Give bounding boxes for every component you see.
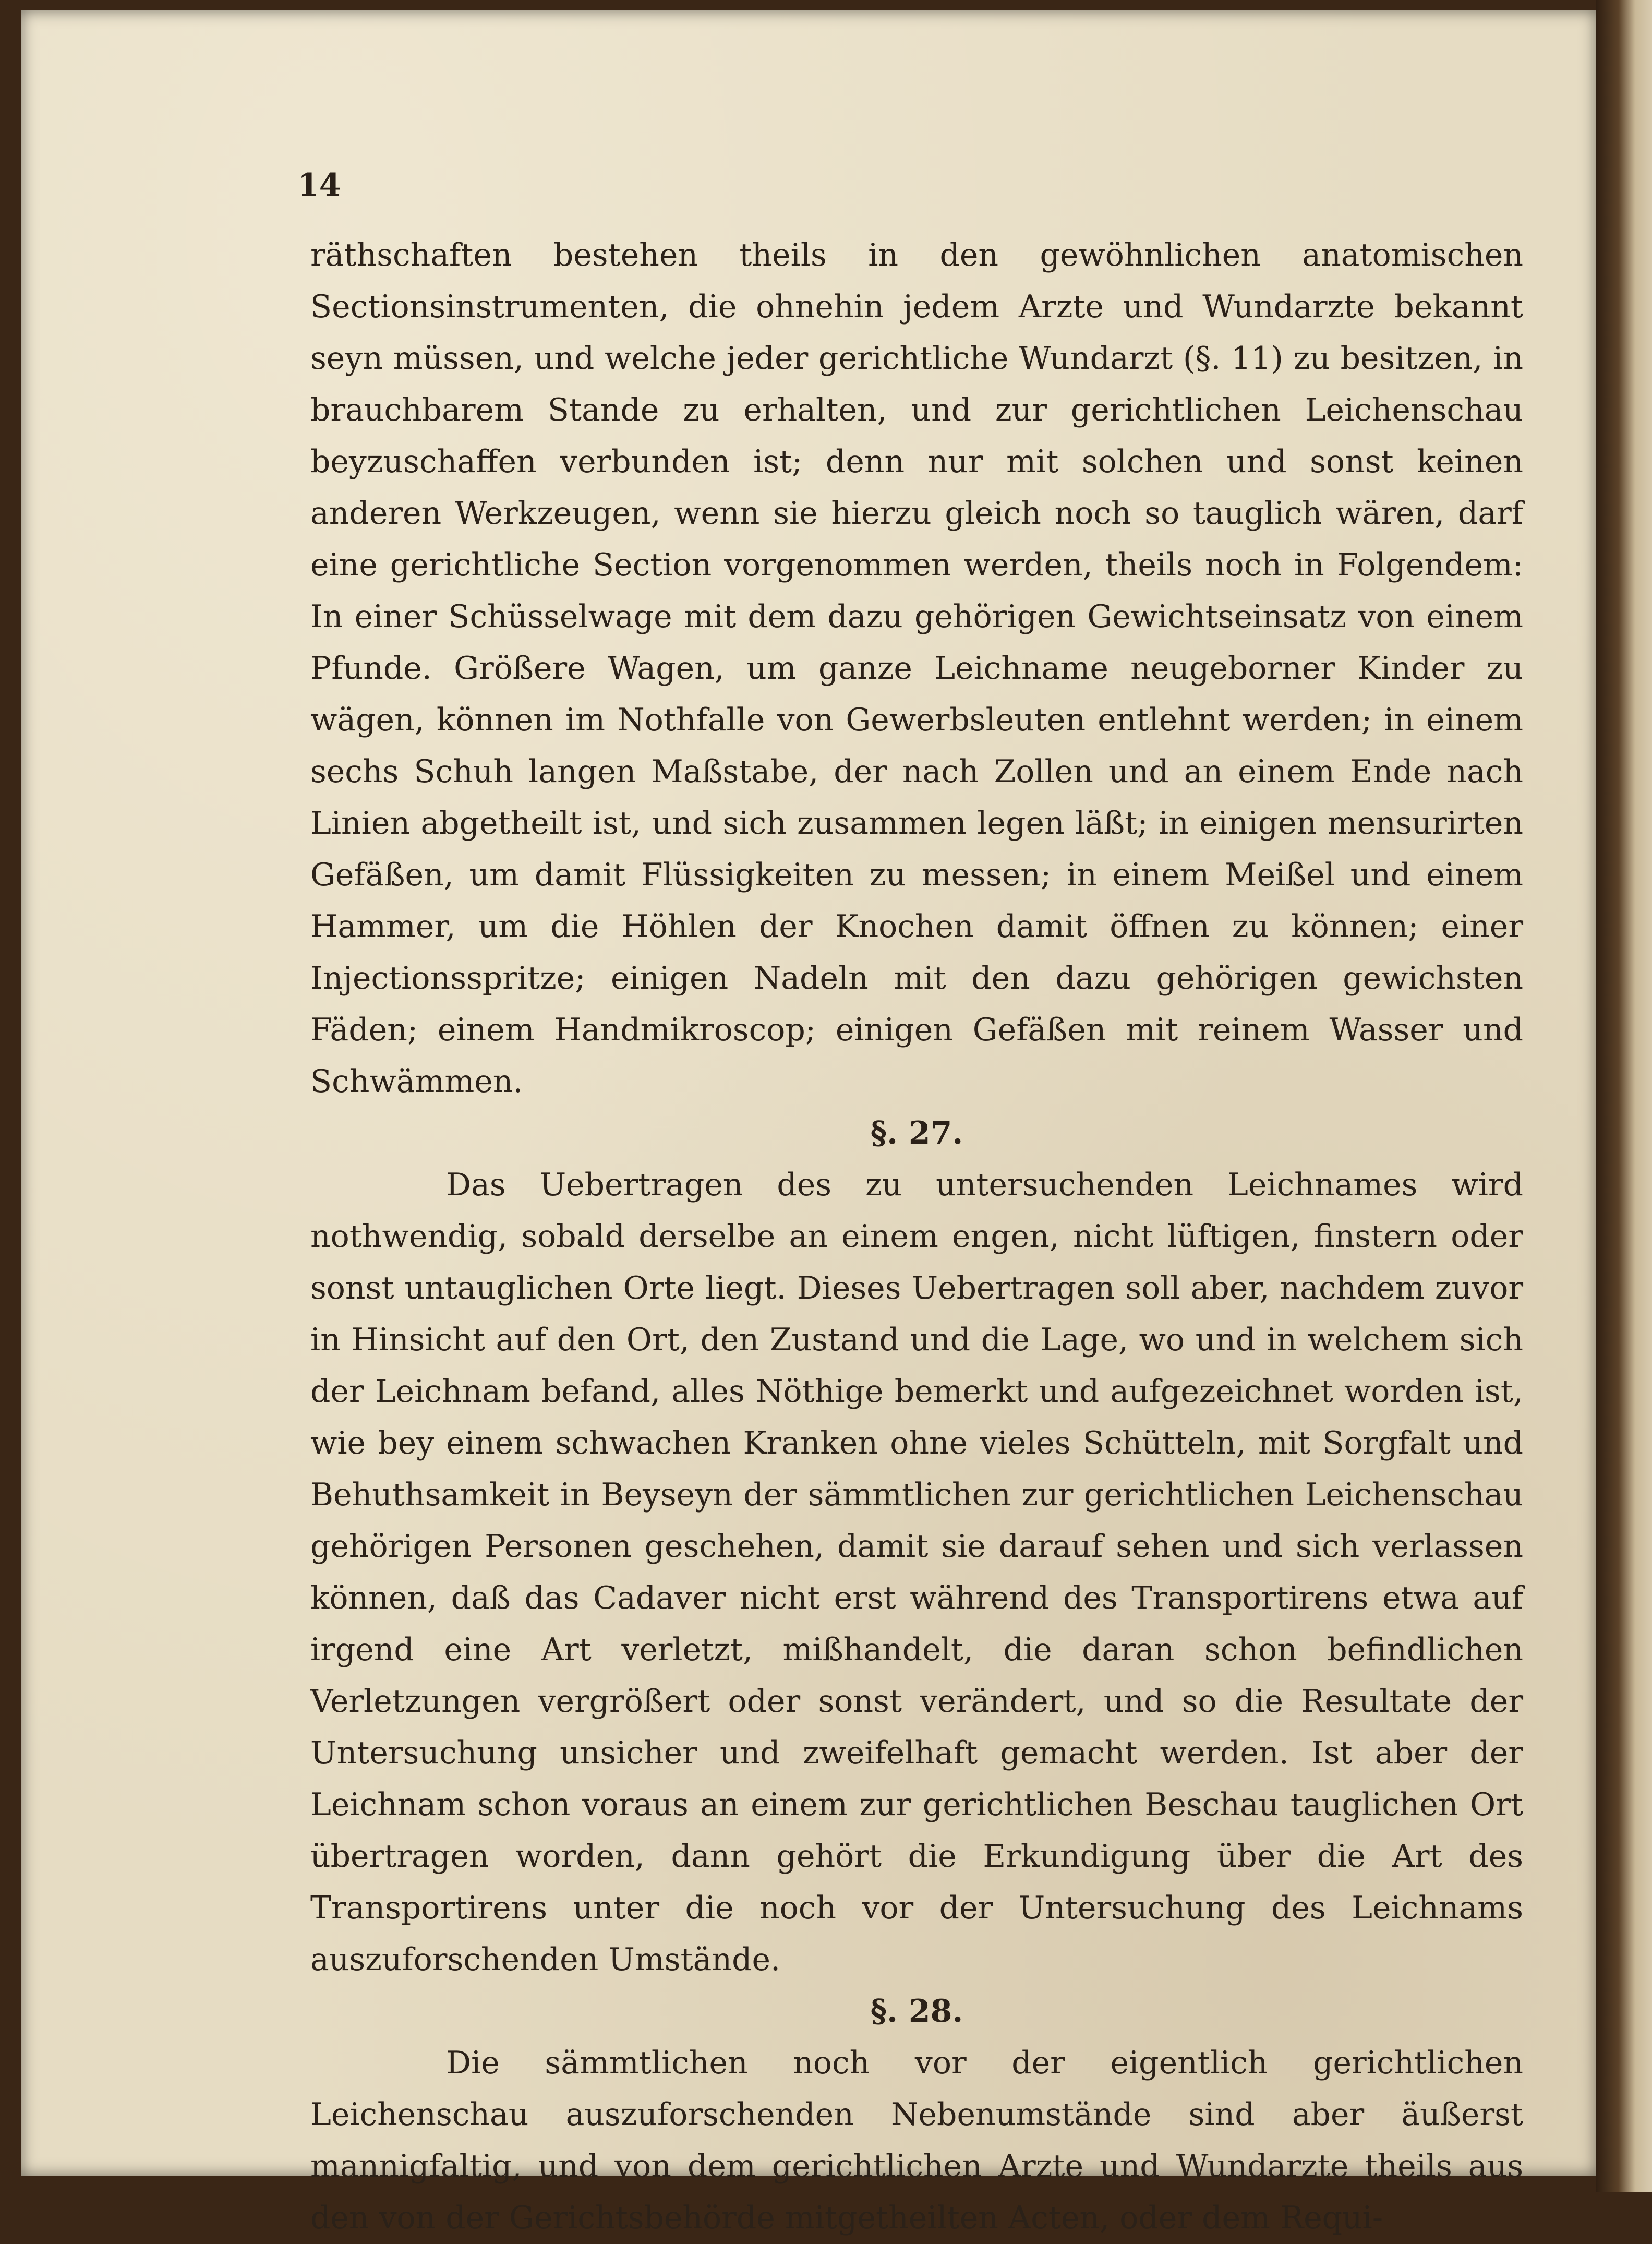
paragraph-continued: räthschaften bestehen theils in den gewöhnlichen anatomischen Sectionsinstrumenten, die ohnehin jedem Arzte und Wundarzte bekannt seyn müssen, und welche jeder gerichtliche Wundarzt (§. 11) zu besitzen, in brauchbarem Stande zu erhalten, und zur gerichtlichen Leichenschau beyzuschaffen verbunden ist; denn nur mit solchen und sonst keinen anderen Werkzeugen, wenn sie hierzu gleich noch so tauglich wären, darf eine gerichtliche Section vorgenommen werden, theils noch in Folgendem: In einer Schüsselwage mit dem dazu gehörigen Gewichtseinsatz von einem Pfunde. Größere Wagen, um ganze Leichname neugeborner Kinder zu wägen, können im Nothfalle von Gewerbsleuten entlehnt werden; in einem sechs Schuh langen Maßstabe, der nach Zollen und an einem Ende nach Linien abgetheilt ist, und sich zusammen legen läßt; in einigen mensurirten Gefäßen, um damit Flüssigkeiten zu messen; in einem Meißel und einem Hammer, um die Höhlen der Knochen damit öffnen zu können; einer Injectionsspritze; einigen Nadeln mit den dazu gehörigen gewichsten Fäden; einem Handmikroscop; einigen Gefäßen mit reinem Wasser und Schwämmen.	[310, 237, 1523, 1100]
section-heading-28: §. 28.	[870, 1993, 963, 2030]
book-binding-edge	[1596, 0, 1652, 2192]
paragraph-section-28: Die sämmtlichen noch vor der eigentlich gerichtlichen Leichenschau auszuforschenden Nebenumstände sind aber äußerst mannigfaltig, und von dem gerichtlichen Arzte und Wundarzte theils aus den von der Gerichtsbehörde mitgetheilten Acten, oder dem Requi-	[310, 2045, 1523, 2236]
book-page	[21, 10, 1596, 2236]
page-number: 14	[297, 167, 341, 203]
section-heading-27: §. 27.	[870, 1115, 963, 1151]
body-text	[310, 230, 1523, 2244]
paragraph-section-27: Das Uebertragen des zu untersuchenden Leichnames wird nothwendig, sobald derselbe an einem engen, nicht lüftigen, finstern oder sonst untauglichen Orte liegt. Dieses Uebertragen soll aber, nachdem zuvor in Hinsicht auf den Ort, den Zustand und die Lage, wo und in welchem sich der Leichnam befand, alles Nöthige bemerkt und aufgezeichnet worden ist, wie bey einem schwachen Kranken ohne vieles Schütteln, mit Sorgfalt und Behuthsamkeit in Beyseyn der sämmtlichen zur gerichtlichen Leichenschau gehörigen Personen geschehen, damit sie darauf sehen und sich verlassen können, daß das Cadaver nicht erst während des Transportirens etwa auf irgend eine Art verletzt, mißhandelt, die daran schon befindlichen Verletzungen vergrößert oder sonst verändert, und so die Resultate der Untersuchung unsicher und zweifelhaft gemacht werden. Ist aber der Leichnam schon voraus an einem zur gerichtlichen Beschau tauglichen Ort übertragen worden, dann gehört die Erkundigung über die Art des Transportirens unter die noch vor der Untersuchung des Leichnams auszuforschenden Umstände.	[310, 1167, 1523, 1978]
